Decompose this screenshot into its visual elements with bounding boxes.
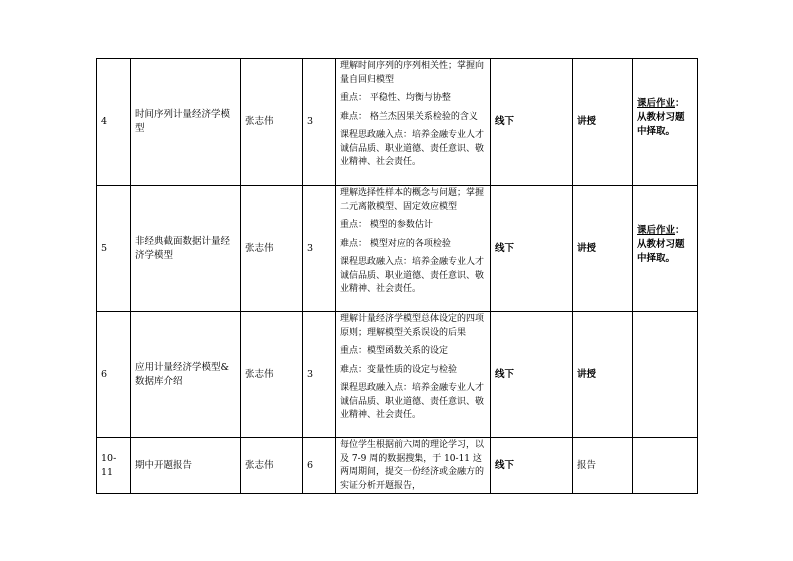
- homework-text: ：从教材习题中择取。: [637, 98, 685, 137]
- homework-title: 课后作业: [637, 225, 676, 236]
- homework-cell: [633, 438, 698, 494]
- difficulty-text: 难点：变量性质的设定与检验: [340, 364, 458, 375]
- teacher-cell: 张志伟: [241, 312, 303, 438]
- teacher-cell: 张志伟: [241, 59, 303, 186]
- mode-cell: 线下: [491, 59, 573, 186]
- objective-text: 每位学生根据前六周的理论学习，以及 7-9 周的数据搜集，于 10-11 这两周期间，提交一份经济或金融方的实证分析开题报告，: [340, 440, 485, 491]
- content-cell: [336, 59, 491, 186]
- difficulty-text: 难点： 模型对应的各项检验: [340, 238, 451, 249]
- content-cell: [336, 438, 491, 494]
- homework-cell: [633, 186, 698, 312]
- topic-cell: 应用计量经济学模型&数据库介绍: [131, 312, 241, 438]
- hours-cell: 3: [303, 186, 336, 312]
- topic-cell: 期中开题报告: [131, 438, 241, 494]
- table-row: [97, 312, 698, 438]
- homework-text: ：从教材习题中择取。: [637, 225, 685, 264]
- homework-cell: [633, 312, 698, 438]
- table-row: [97, 438, 698, 494]
- topic-cell: 时间序列计量经济学模型: [131, 59, 241, 186]
- method-cell: 讲授: [573, 312, 633, 438]
- course-schedule-table: [96, 58, 698, 494]
- key-point-text: 重点： 平稳性、均衡与协整: [340, 93, 451, 103]
- ideology-text: 课程思政融入点：培养金融专业人才诚信品质、职业道德、责任意识、敬业精神、社会责任。: [340, 130, 485, 167]
- hours-cell: 3: [303, 312, 336, 438]
- week-cell: 6: [97, 312, 131, 438]
- week-cell: 10-11: [97, 438, 131, 494]
- objective-text: 理解计量经济学模型总体设定的四项原则；理解模型关系误设的后果: [340, 314, 485, 338]
- mode-cell: 线下: [491, 312, 573, 438]
- hours-cell: 3: [303, 59, 336, 186]
- method-cell: 讲授: [573, 59, 633, 186]
- homework-cell: [633, 59, 698, 186]
- week-cell: 5: [97, 186, 131, 312]
- table-row: [97, 59, 698, 186]
- hours-cell: 6: [303, 438, 336, 494]
- homework-title: 课后作业: [637, 98, 676, 109]
- content-cell: [336, 186, 491, 312]
- key-point-text: 重点： 模型的参数估计: [340, 220, 433, 230]
- topic-cell: 非经典截面数据计量经济学模型: [131, 186, 241, 312]
- difficulty-text: 难点： 格兰杰因果关系检验的含义: [340, 111, 478, 122]
- objective-text: 理解时间序列的序列相关性；掌握向量自回归模型: [340, 61, 485, 85]
- ideology-text: 课程思政融入点：培养金融专业人才诚信品质、职业道德、责任意识、敬业精神、社会责任。: [340, 383, 485, 420]
- mode-cell: 线下: [491, 438, 573, 494]
- teacher-cell: 张志伟: [241, 186, 303, 312]
- method-cell: 报告: [573, 438, 633, 494]
- content-cell: [336, 312, 491, 438]
- teacher-cell: 张志伟: [241, 438, 303, 494]
- key-point-text: 重点：模型函数关系的设定: [340, 346, 449, 356]
- table-row: [97, 186, 698, 312]
- ideology-text: 课程思政融入点：培养金融专业人才诚信品质、职业道德、责任意识、敬业精神、社会责任。: [340, 257, 485, 294]
- method-cell: 讲授: [573, 186, 633, 312]
- mode-cell: 线下: [491, 186, 573, 312]
- objective-text: 理解选择性样本的概念与问题；掌握二元离散模型、固定效应模型: [340, 188, 485, 212]
- week-cell: 4: [97, 59, 131, 186]
